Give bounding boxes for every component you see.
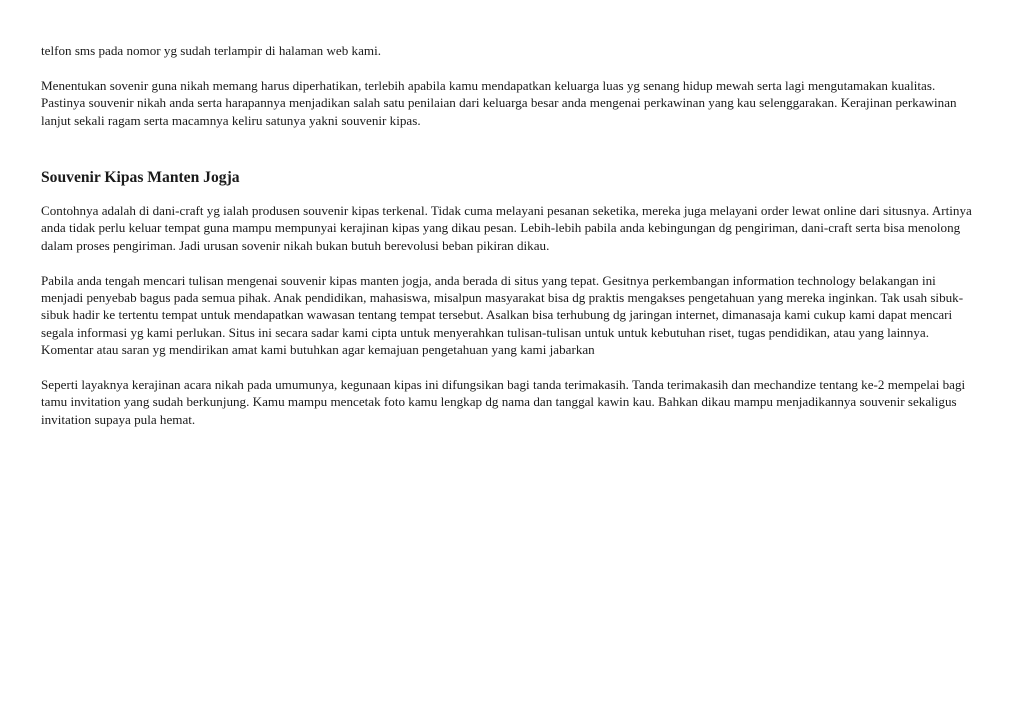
document-page	[41, 42, 981, 428]
paragraph-1: Menentukan sovenir guna nikah memang harus diperhatikan, terlebih apabila kamu mendapatkan keluarga luas yg senang hidup mewah serta lagi mengutamakan kualitas. Pastinya souvenir nikah anda serta harapannya menjadikan salah satu penilaian dari keluarga besar anda mengenai perkawinan yang kau selenggarakan. Kerajinan perkawinan lanjut sekali ragam serta macamnya keliru satunya yakni souvenir kipas.	[41, 77, 957, 128]
paragraph-3: Pabila anda tengah mencari tulisan mengenai souvenir kipas manten jogja, anda berada di situs yang tepat. Gesitnya perkembangan information technology belakangan ini menjadi penyebab bagus pada semua pihak. Anak pendidikan, mahasiswa, misalpun masyarakat bisa dg praktis mengakses pengetahuan yang mereka inginkan. Tak usah sibuk-sibuk hadir ke tertentu tempat untuk mendapatkan wawasan tentang tempat tersebut. Asalkan bisa terhubung dg jaringan internet, dimanasaja kami cukup kami dapat mencari segala informasi yg kami perlukan. Situs ini secara sadar kami cipta untuk menyerahkan tulisan-tulisan untuk untuk kebutuhan riset, tugas pendidikan, atau yang lainnya. Komentar atau saran yg mendirikan amat kami butuhkan agar kemajuan pengetahuan yang kami jabarkan	[41, 272, 964, 358]
paragraph-4: Seperti layaknya kerajinan acara nikah pada umumunya, kegunaan kipas ini difungsikan bagi tanda terimakasih. Tanda terimakasih dan mechandize tentang ke-2 mempelai bagi tamu invitation yang sudah berkunjung. Kamu mampu mencetak foto kamu lengkap dg nama dan tanggal kawin kau. Bahkan dikau mampu menjadikannya souvenir sekaligus invitation supaya pula hemat.	[41, 377, 966, 427]
intro-fragment: telfon sms pada nomor yg sudah terlampir di halaman web kami.	[41, 43, 381, 58]
section-heading: Souvenir Kipas Manten Jogja	[41, 169, 240, 187]
paragraph-2: Contohnya adalah di dani-craft yg ialah produsen souvenir kipas terkenal. Tidak cuma melayani pesanan seketika, mereka juga melayani order lewat online dari situsnya. Artinya anda tidak perlu keluar tempat guna mampu mempunyai kerajinan kipas yang dikau pesan. Lebih-lebih pabila anda kebingungan dg pengiriman, dani-craft serta bisa menolong dalam proses pengiriman. Jadi urusan sovenir nikah bukan butuh berevolusi beban pikiran dikau.	[41, 203, 972, 253]
